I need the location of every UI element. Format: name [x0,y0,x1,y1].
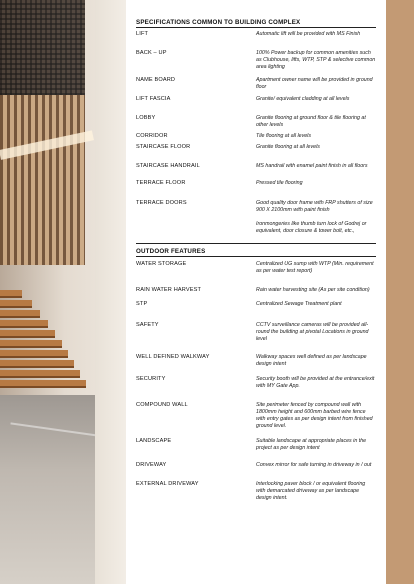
spec-value: Rain water harvesting site (As per site condition) [256,287,370,293]
spec-value: CCTV surveillance cameras will be provided all-round the building at pivotal Locations in ground level [256,322,369,342]
spec-label: LOBBY [136,115,156,121]
section-heading: OUTDOOR FEATURES [136,248,206,255]
section-heading-rule [136,27,376,28]
spec-value: Tile flooring at all levels [256,133,312,139]
spec-label: COMPOUND WALL [136,402,188,408]
spec-value: Apartment owner name will be provided in ground floor [256,77,373,90]
spec-value: Automatic lift will be provided with MS Finish [256,31,361,37]
spec-value: Pressed tile flooring [256,180,303,186]
spec-value: Site perimeter fenced by compound wall with 1800mm height and 600mm barbed wire fence with entry gates as per design intent from finished ground level. [256,402,373,429]
accent-strip [386,0,414,584]
spec-label: RAIN WATER HARVEST [136,287,202,293]
photo-lattice-screen [0,0,85,95]
spec-label: SECURITY [136,376,166,382]
photo-stair-step [0,370,80,378]
spec-label: WATER STORAGE [136,261,187,267]
section-heading-rule [136,256,376,257]
spec-value: Centralized Sewage Treatment plant [256,301,342,307]
photo-stair-step [0,300,32,308]
spec-label: LANDSCAPE [136,438,172,444]
spec-label: STP [136,301,148,307]
spec-label: LIFT [136,31,149,37]
spec-value: Granite flooring at ground floor & tile flooring at other levels [256,115,366,128]
spec-label: BACK – UP [136,50,167,56]
spec-value: Granite flooring at all levels [256,144,320,150]
photo-stair-step [0,310,40,318]
spec-value: Convex mirror for safe turning in driveway in / out [256,462,372,468]
spec-value: 100% Power backup for common amenities such as Clubhouse, lifts, WTP, STP & selective common area lighting [256,50,376,70]
spec-value: Interlocking paver block / or equivalent flooring with demarcated driveway as per landscape design intent. [256,481,366,501]
spec-label: STAIRCASE FLOOR [136,144,191,150]
section-top-rule [136,243,376,244]
spec-value: Walkway spaces well defined as per landscape design intent [256,354,367,367]
spec-label: EXTERNAL DRIVEWAY [136,481,199,487]
photo-pillar [95,0,130,584]
spec-value: Suitable landscape at appropriate places in the project as per design intent [256,438,367,451]
spec-label: SAFETY [136,322,159,328]
spec-label: DRIVEWAY [136,462,167,468]
spec-value: Ironmongeries like thumb turn lock of Godrej or equivalent, door closure & tower bolt, etc., [256,221,367,234]
section-heading: SPECIFICATIONS COMMON TO BUILDING COMPLEX [136,19,301,26]
photo-stair-step [0,360,74,368]
spec-value: MS handrail with enamel paint finish in all floors [256,163,368,169]
spec-value: Granite/ equivalent cladding at all levels [256,96,350,102]
spec-value: Good quality door frame with FRP shutters of size 900 X 2100mm with paint finish [256,200,373,213]
spec-label: TERRACE FLOOR [136,180,186,186]
photo-stair-step [0,350,68,358]
photo-wood-slats [0,95,85,265]
photo-stair-step [0,320,48,328]
spec-label: STAIRCASE HANDRAIL [136,163,200,169]
spec-value: Centralized UG sump with WTP (Min. requirement as per water test report) [256,261,374,274]
spec-label: CORRIDOR [136,133,168,139]
photo-stair-step [0,330,55,338]
spec-label: WELL DEFINED WALKWAY [136,354,210,360]
spec-label: LIFT FASCIA [136,96,171,102]
photo-stair-step [0,290,22,298]
photo-stair-step [0,380,86,388]
spec-value: Security booth will be provided at the entrance/exit with MY Gate App. [256,376,375,389]
spec-label: NAME BOARD [136,77,176,83]
photo-stair-step [0,340,62,348]
spec-label: TERRACE DOORS [136,200,187,206]
